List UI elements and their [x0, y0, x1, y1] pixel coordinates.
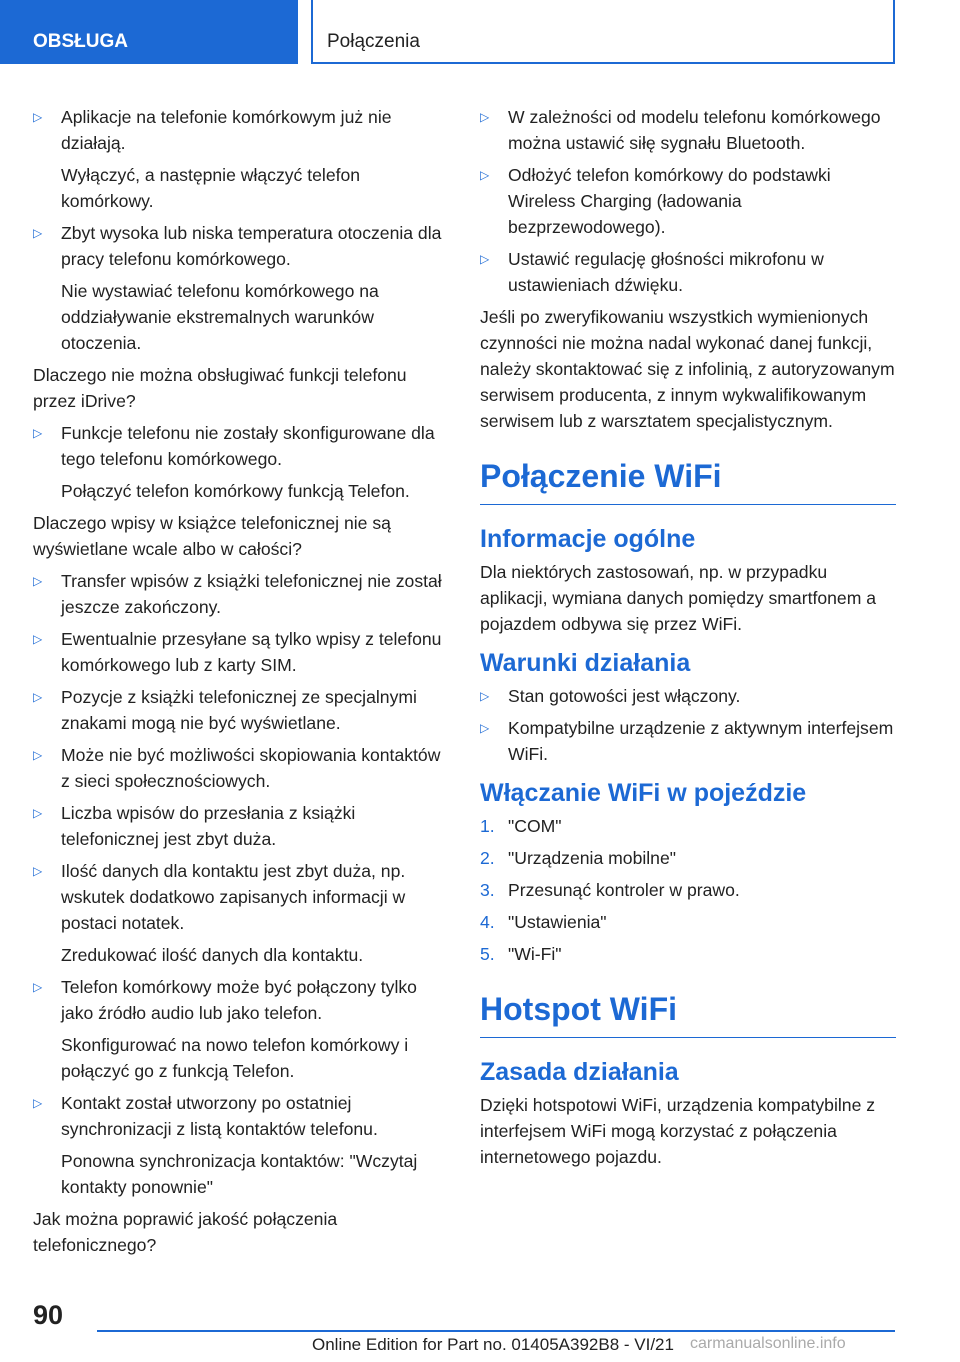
bullet-item: ▷ Kompatybilne urządzenie z aktywnym interfejsem WiFi.: [480, 715, 896, 767]
triangle-bullet-icon: [33, 800, 42, 826]
triangle-bullet-icon: [480, 104, 489, 130]
bullet-item: ▷ Aplikacje na telefonie komórkowym już nie działają.: [33, 104, 448, 156]
bullet-item: ▷ Pozycje z książki telefonicznej ze specjalnymi znakami mogą nie być wyświetlane.: [33, 684, 448, 736]
bullet-item: ▷ Odłożyć telefon komórkowy do podstawki Wireless Charging (ładowania bezprzewodowego).: [480, 162, 896, 240]
triangle-bullet-icon: [33, 974, 42, 1000]
subheading-general-info: Informacje ogólne: [480, 525, 696, 553]
bullet-item: ▷ Funkcje telefonu nie zostały skonfigurowane dla tego telefonu komórkowego.: [33, 420, 448, 472]
chapter-title: Połączenia: [311, 0, 895, 64]
bullet-item: ▷ Stan gotowości jest włączony.: [480, 683, 896, 709]
question-paragraph: Dlaczego wpisy w książce telefonicznej nie są wyświetlane wcale albo w całości?: [33, 513, 391, 559]
page-number: 90: [33, 1300, 64, 1330]
triangle-bullet-icon: [33, 1090, 42, 1116]
step-item: 1. "COM": [480, 816, 562, 836]
footer-divider: [97, 1330, 895, 1332]
triangle-bullet-icon: [33, 858, 42, 884]
bullet-item: ▷ Może nie być możliwości skopiowania kontaktów z sieci społecznościowych.: [33, 742, 448, 794]
triangle-bullet-icon: [33, 104, 42, 130]
principle-paragraph: Dzięki hotspotowi WiFi, urządzenia kompatybilne z interfejsem WiFi mogą korzystać z połączenia internetowego pojazdu.: [480, 1095, 876, 1167]
step-item: 4. "Ustawienia": [480, 912, 607, 932]
triangle-bullet-icon: [480, 246, 489, 272]
subheading-enable-wifi: Włączanie WiFi w pojeździe: [480, 779, 807, 807]
remedy-text: Nie wystawiać telefonu komórkowego na oddziaływanie ekstremalnych warunków otoczenia.: [61, 281, 379, 353]
subheading-requirements: Warunki działania: [480, 649, 691, 677]
heading-wifi-connection: Połączenie WiFi: [480, 440, 896, 505]
edition-footer: Online Edition for Part no. 01405A392B8 - VI/21: [312, 1335, 674, 1354]
bullet-item: ▷ Zbyt wysoka lub niska temperatura otoczenia dla pracy telefonu komórkowego.: [33, 220, 448, 272]
bullet-item: ▷ Liczba wpisów do przesłania z książki telefonicznej jest zbyt duża.: [33, 800, 448, 852]
left-column: [33, 104, 448, 1264]
remedy-text: Skonfigurować na nowo telefon komórkowy i połączyć go z funkcją Telefon.: [61, 1035, 409, 1081]
remedy-text: Ponowna synchronizacja kontaktów: "Wczytaj kontakty ponownie": [61, 1151, 418, 1197]
triangle-bullet-icon: [33, 742, 42, 768]
remedy-text: Połączyć telefon komórkowy funkcją Telefon.: [61, 481, 410, 501]
triangle-bullet-icon: [33, 626, 42, 652]
bullet-item: ▷ W zależności od modelu telefonu komórkowego można ustawić siłę sygnału Bluetooth.: [480, 104, 896, 156]
question-paragraph: Jak można poprawić jakość połączenia telefonicznego?: [33, 1209, 338, 1255]
watermark: carmanualsonline.info: [690, 1335, 846, 1352]
bullet-item: ▷ Telefon komórkowy może być połączony tylko jako źródło audio lub jako telefon.: [33, 974, 448, 1026]
triangle-bullet-icon: [480, 683, 489, 709]
step-item: 5. "Wi-Fi": [480, 944, 562, 964]
support-paragraph: Jeśli po zweryfikowaniu wszystkich wymienionych czynności nie można nadal wykonać danej funkcji, należy skontaktować się z infolinią, z autoryzowanym serwisem producenta, z innym wykwalifikowanym serwisem lub z warsztatem specjalistycznym.: [480, 307, 895, 431]
remedy-text: Wyłączyć, a następnie włączyć telefon komórkowy.: [61, 165, 361, 211]
step-item: 3. Przesunąć kontroler w prawo.: [480, 880, 740, 900]
triangle-bullet-icon: [33, 220, 42, 246]
triangle-bullet-icon: [480, 162, 489, 188]
step-item: 2. "Urządzenia mobilne": [480, 848, 676, 868]
triangle-bullet-icon: [33, 684, 42, 710]
right-column: [480, 104, 896, 1176]
heading-wifi-hotspot: Hotspot WiFi: [480, 973, 896, 1038]
subheading-principle: Zasada działania: [480, 1058, 679, 1086]
general-info-paragraph: Dla niektórych zastosowań, np. w przypadku aplikacji, wymiana danych pomiędzy smartfonem a pojazdem odbywa się przez WiFi.: [480, 562, 877, 634]
bullet-item: ▷ Ewentualnie przesyłane są tylko wpisy z telefonu komórkowego lub z karty SIM.: [33, 626, 448, 678]
triangle-bullet-icon: [33, 568, 42, 594]
bullet-item: ▷ Kontakt został utworzony po ostatniej synchronizacji z listą kontaktów telefonu.: [33, 1090, 448, 1142]
section-tab: OBSŁUGA: [0, 0, 298, 64]
bullet-item: ▷ Transfer wpisów z książki telefonicznej nie został jeszcze zakończony.: [33, 568, 448, 620]
triangle-bullet-icon: [33, 420, 42, 446]
bullet-item: ▷ Ustawić regulację głośności mikrofonu w ustawieniach dźwięku.: [480, 246, 896, 298]
bullet-item: ▷ Ilość danych dla kontaktu jest zbyt duża, np. wskutek dodatkowo zapisanych informacji w postaci notatek.: [33, 858, 448, 936]
triangle-bullet-icon: [480, 715, 489, 741]
question-paragraph: Dlaczego nie można obsługiwać funkcji telefonu przez iDrive?: [33, 365, 407, 411]
remedy-text: Zredukować ilość danych dla kontaktu.: [61, 945, 364, 965]
